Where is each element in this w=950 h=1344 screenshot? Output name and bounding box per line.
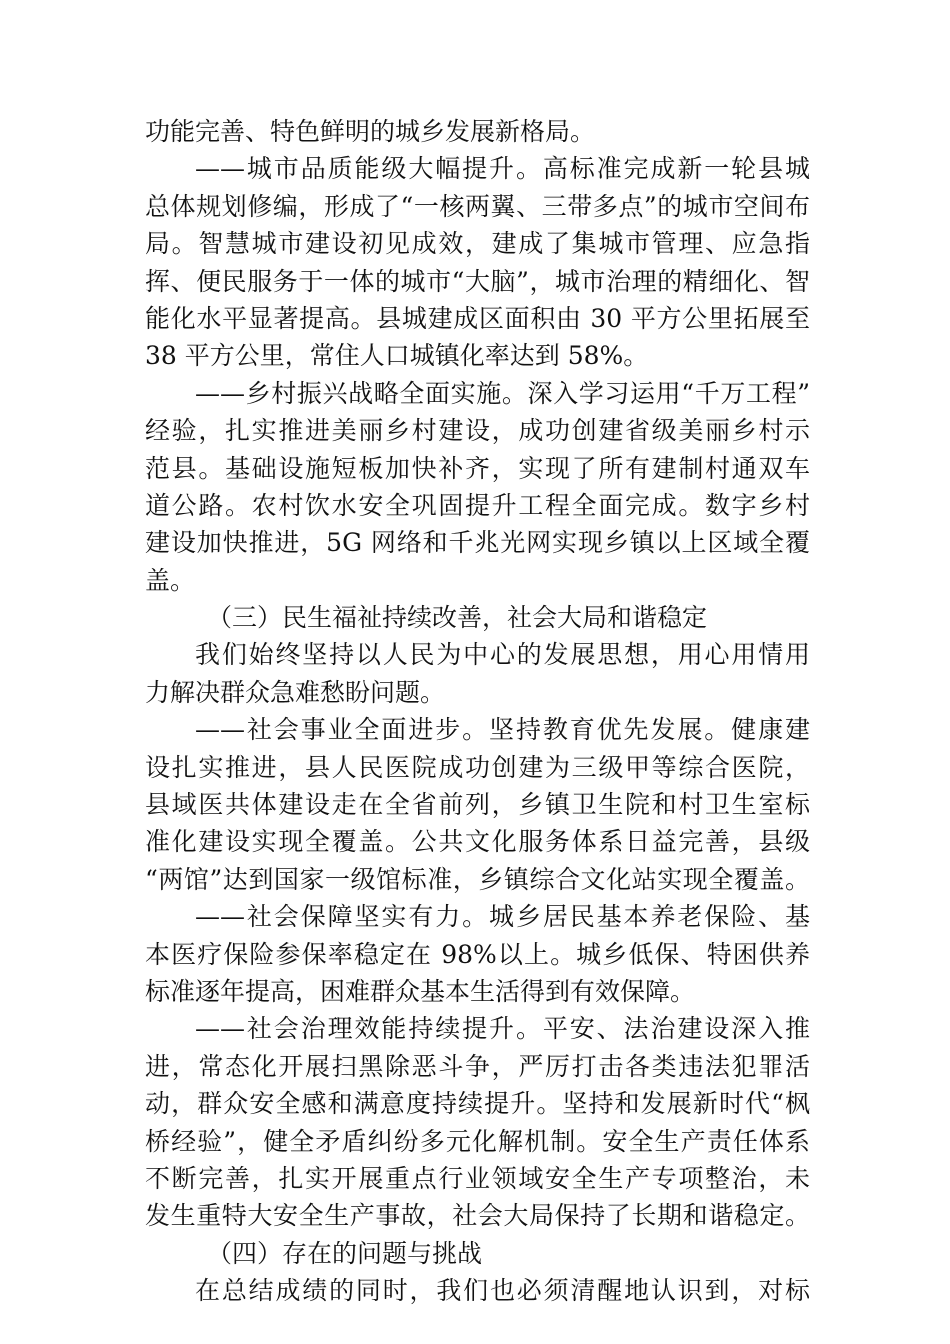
text-line: 在总结成绩的同时，我们也必须清醒地认识到，对标 [195, 1276, 810, 1306]
text-line: ——乡村振兴战略全面实施。深入学习运用“千万工程” [195, 378, 810, 408]
text-line: 县域医共体建设走在全省前列，乡镇卫生院和村卫生室标 [145, 790, 810, 820]
section-heading: （四）存在的问题与挑战 [207, 1238, 483, 1268]
text-line: 功能完善、特色鲜明的城乡发展新格局。 [145, 117, 596, 146]
text-line: 不断完善，扎实开展重点行业领域安全生产专项整治，未 [145, 1163, 810, 1193]
text-line: 发生重特大安全生产事故，社会大局保持了长期和谐稳定。 [145, 1201, 810, 1231]
section-heading: （三）民生福祉持续改善，社会大局和谐稳定 [207, 603, 708, 633]
text-line: 我们始终坚持以人民为中心的发展思想，用心用情用 [195, 640, 810, 670]
text-line: 总体规划修编，形成了“一核两翼、三带多点”的城市空间布 [145, 191, 810, 221]
document-body [145, 113, 810, 1310]
text-line: ——社会治理效能持续提升。平安、法治建设深入推 [195, 1014, 810, 1044]
text-line: 挥、便民服务于一体的城市“大脑”，城市治理的精细化、智 [145, 266, 810, 296]
text-line: 38 平方公里，常住人口城镇化率达到 58%。 [145, 341, 649, 371]
text-line: 能化水平显著提高。县城建成区面积由 30 平方公里拓展至 [145, 303, 810, 333]
text-line: ——城市品质能级大幅提升。高标准完成新一轮县城 [195, 154, 810, 184]
text-line: 准化建设实现全覆盖。公共文化服务体系日益完善，县级 [145, 827, 810, 857]
text-line: ——社会事业全面进步。坚持教育优先发展。健康建 [195, 715, 810, 745]
text-line: 局。智慧城市建设初见成效，建成了集城市管理、应急指 [145, 229, 810, 259]
text-line: “两馆”达到国家一级馆标准，乡镇综合文化站实现全覆盖。 [145, 864, 810, 894]
text-line: 桥经验”，健全矛盾纠纷多元化解机制。安全生产责任体系 [145, 1126, 810, 1156]
text-line: 建设加快推进，5G 网络和千兆光网实现乡镇以上区域全覆 [145, 528, 810, 558]
text-line: 力解决群众急难愁盼问题。 [145, 677, 446, 707]
text-line: 设扎实推进，县人民医院成功创建为三级甲等综合医院， [145, 752, 810, 782]
text-line: 标准逐年提高，困难群众基本生活得到有效保障。 [145, 976, 696, 1006]
text-line: 本医疗保险参保率稳定在 98%以上。城乡低保、特困供养 [145, 939, 810, 969]
text-line: 动，群众安全感和满意度持续提升。坚持和发展新时代“枫 [145, 1089, 810, 1119]
text-line: 范县。基础设施短板加快补齐，实现了所有建制村通双车 [145, 453, 810, 483]
text-line: ——社会保障坚实有力。城乡居民基本养老保险、基 [195, 902, 810, 932]
text-line: 经验，扎实推进美丽乡村建设，成功创建省级美丽乡村示 [145, 416, 810, 446]
text-line: 进，常态化开展扫黑除恶斗争，严厉打击各类违法犯罪活 [145, 1051, 810, 1081]
text-line: 道公路。农村饮水安全巩固提升工程全面完成。数字乡村 [145, 490, 810, 520]
text-line: 盖。 [145, 565, 196, 595]
